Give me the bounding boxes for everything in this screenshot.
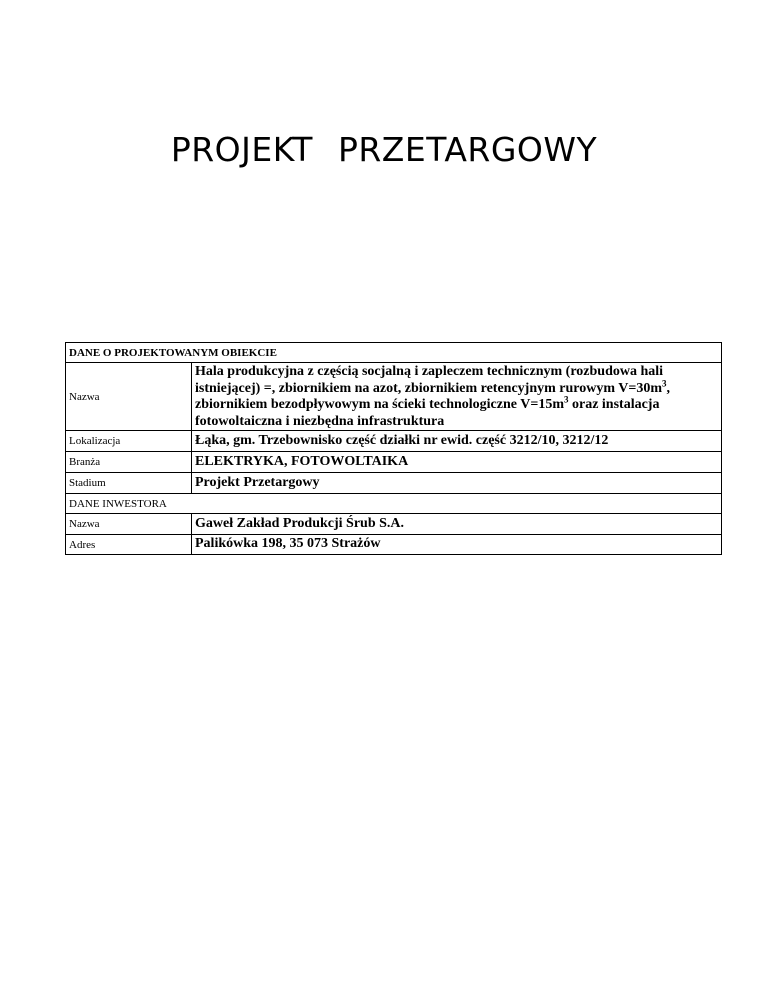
stage-label: Stadium bbox=[66, 473, 192, 494]
project-name-row bbox=[66, 363, 722, 431]
investor-address-row bbox=[66, 535, 722, 555]
stage-row bbox=[66, 473, 722, 494]
location-value: Łąka, gm. Trzebownisko część działki nr ewid. część 3212/10, 3212/12 bbox=[192, 431, 722, 452]
project-name-label: Nazwa bbox=[66, 363, 192, 431]
location-label: Lokalizacja bbox=[66, 431, 192, 452]
investor-address-label: Adres bbox=[66, 535, 192, 555]
page-title: PROJEKT PRZETARGOWY bbox=[170, 130, 598, 169]
branch-value: ELEKTRYKA, FOTOWOLTAIKA bbox=[192, 452, 722, 473]
branch-row bbox=[66, 452, 722, 473]
location-row bbox=[66, 431, 722, 452]
project-data-table bbox=[65, 342, 722, 555]
project-name-superscript-2: 3 bbox=[563, 394, 569, 405]
investor-address-value: Palikówka 198, 35 073 Strażów bbox=[192, 535, 722, 555]
project-name-value bbox=[192, 363, 722, 431]
project-section-header-row bbox=[66, 343, 722, 363]
branch-label: Branża bbox=[66, 452, 192, 473]
investor-name-value: Gaweł Zakład Produkcji Śrub S.A. bbox=[192, 514, 722, 535]
project-name-text-3: oraz instalacja fotowoltaiczna i niezbędna infrastruktura bbox=[195, 397, 660, 429]
project-name-text-2: , zbiornikiem bezodpływowym na ścieki technologiczne V=15m bbox=[195, 380, 670, 412]
investor-name-row bbox=[66, 514, 722, 535]
stage-value: Projekt Przetargowy bbox=[192, 473, 722, 494]
investor-name-label: Nazwa bbox=[66, 514, 192, 535]
investor-section-heading: DANE INWESTORA bbox=[66, 494, 722, 514]
project-name-superscript-1: 3 bbox=[662, 377, 667, 388]
project-name-text-1: Hala produkcyjna z częścią socjalną i zapleczem technicznym (rozbudowa hali istniejącej) =, zbiornikiem na azot, zbiornikiem retencyjnym rurowym V=30m bbox=[195, 364, 664, 396]
project-section-heading: DANE O PROJEKTOWANYM OBIEKCIE bbox=[66, 343, 722, 363]
investor-section-header-row bbox=[66, 494, 722, 514]
